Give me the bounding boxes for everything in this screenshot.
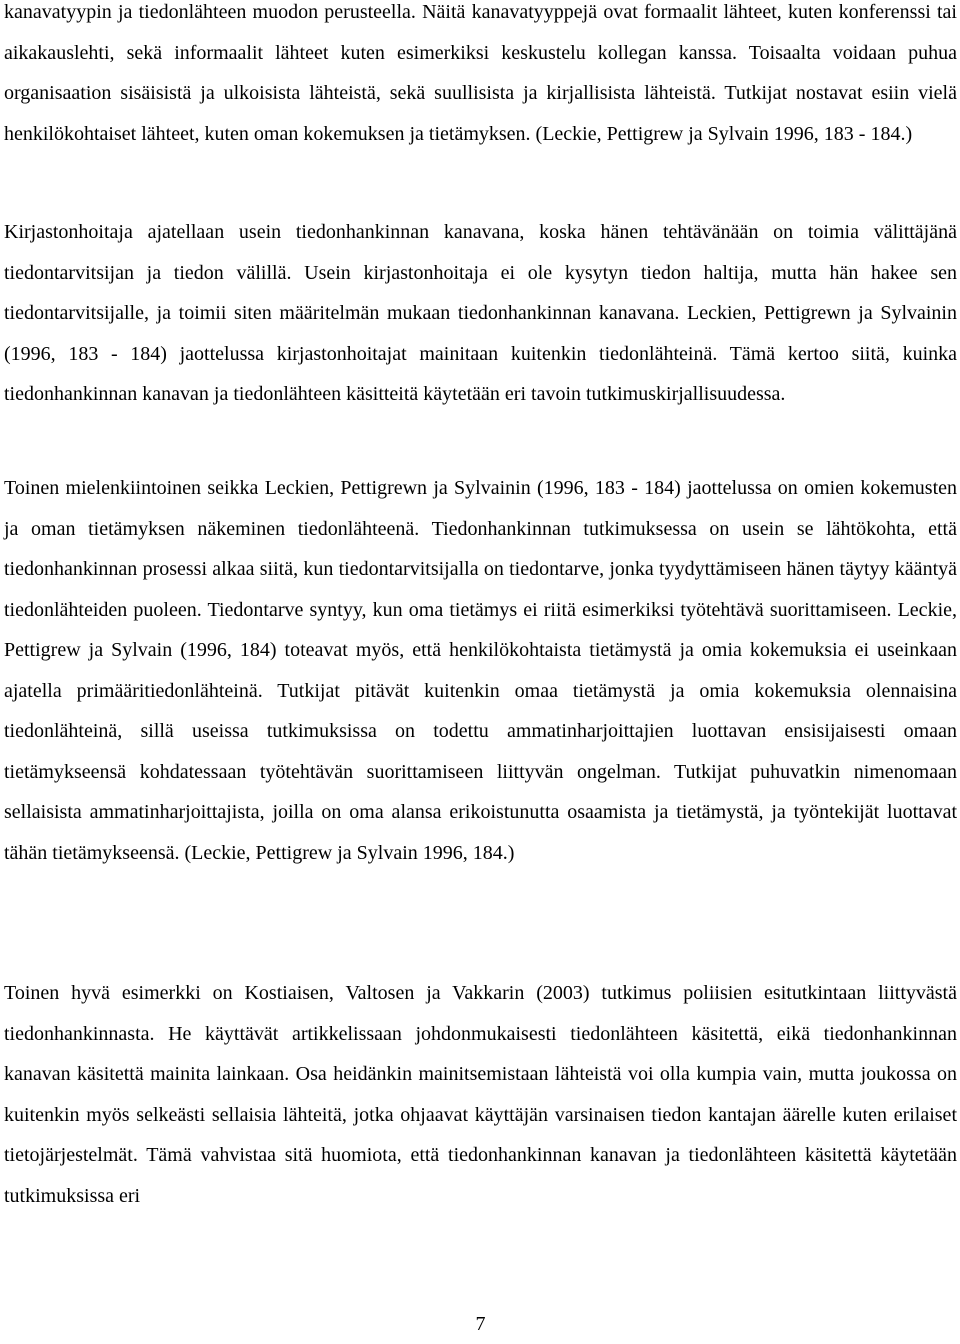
document-page [4,0,957,1333]
paragraph-personal-knowledge: Toinen mielenkiintoinen seikka Leckien, Pettigrewn ja Sylvainin (1996, 183 - 184) jaottelussa on omien kokemusten ja oman tietämyksen näkeminen tiedonlähteenä. Tiedonhankinnan tutkimuksessa on usein se lähtökohta, että tiedonhankinnan prosessi alkaa siitä, kun tiedontarvitsijalla on tiedontarve, jonka tyydyttämiseen hänen täytyy kääntyä tiedonlähteiden puoleen. Tiedontarve syntyy, kun oma tietämys ei riitä esimerkiksi työtehtävä suorittamiseen. Leckie, Pettigrew ja Sylvain (1996, 184) toteavat myös, että henkilökohtaista tietämystä ja omia kokemuksia ei useinkaan ajatella primääritiedonlähteinä. Tutkijat pitävät kuitenkin omaa tietämystä ja omia kokemuksia olennaisina tiedonlähteinä, sillä useissa tutkimuksissa on todettu ammatinharjoittajien luottavan ensisijaisesti omaan tietämykseensä kohdatessaan työtehtävän suorittamiseen liittyvän ongelman. Tutkijat puhuvatkin nimenomaan sellaisista ammatinharjoittajista, joilla on oma alansa erikoistunutta osaamista ja tietämystä, ja työntekijät luottavat tähän tietämykseensä. (Leckie, Pettigrew ja Sylvain 1996, 184.) [4,477,957,864]
paragraph-channel-types: kanavatyypin ja tiedonlähteen muodon perusteella. Näitä kanavatyyppejä ovat formaalit lähteet, kuten konferenssi tai aikakauslehti, sekä informaalit lähteet kuten esimerkiksi keskustelu kollegan kanssa. Toisaalta voidaan puhua organisaation sisäisistä ja ulkoisista lähteistä, sekä suullisista ja kirjallisista lähteistä. Tutkijat nostavat esiin vielä henkilökohtaiset lähteet, kuten oman kokemuksen ja tietämyksen. (Leckie, Pettigrew ja Sylvain 1996, 183 - 184.) [4,1,957,145]
paragraph-librarian: Kirjastonhoitaja ajatellaan usein tiedonhankinnan kanavana, koska hänen tehtävänään on toimia välittäjänä tiedontarvitsijan ja tiedon välillä. Usein kirjastonhoitaja ei ole kysytyn tiedon haltija, mutta hän hakee sen tiedontarvitsijalle, ja toimii siten määritelmän mukaan tiedonhankinnan kanavana. Leckien, Pettigrewn ja Sylvainin (1996, 183 - 184) jaottelussa kirjastonhoitajat mainitaan kuitenkin tiedonlähteinä. Tämä kertoo siitä, kuinka tiedonhankinnan kanavan ja tiedonlähteen käsitteitä käytetään eri tavoin tutkimuskirjallisuudessa. [4,221,957,405]
paragraph-police-study: Toinen hyvä esimerkki on Kostiaisen, Valtosen ja Vakkarin (2003) tutkimus poliisien esitutkintaan liittyvästä tiedonhankinnasta. He käyttävät artikkelissaan johdonmukaisesti tiedonlähteen käsitettä, eikä tiedonhankinnan kanavan käsitettä mainita lainkaan. Osa heidänkin mainitsemistaan lähteistä voi olla kumpia vain, mutta joukossa on kuitenkin myös selkeästi sellaisia lähteitä, jotka ohjaavat käyttäjän varsinaisen tiedon kantajan äärelle kuten erilaiset tietojärjestelmät. Tämä vahvistaa sitä huomiota, että tiedonhankinnan kanavan ja tiedonlähteen käsitettä käytetään tutkimuksissa eri [4,982,957,1207]
page-number: 7 [475,1313,486,1335]
